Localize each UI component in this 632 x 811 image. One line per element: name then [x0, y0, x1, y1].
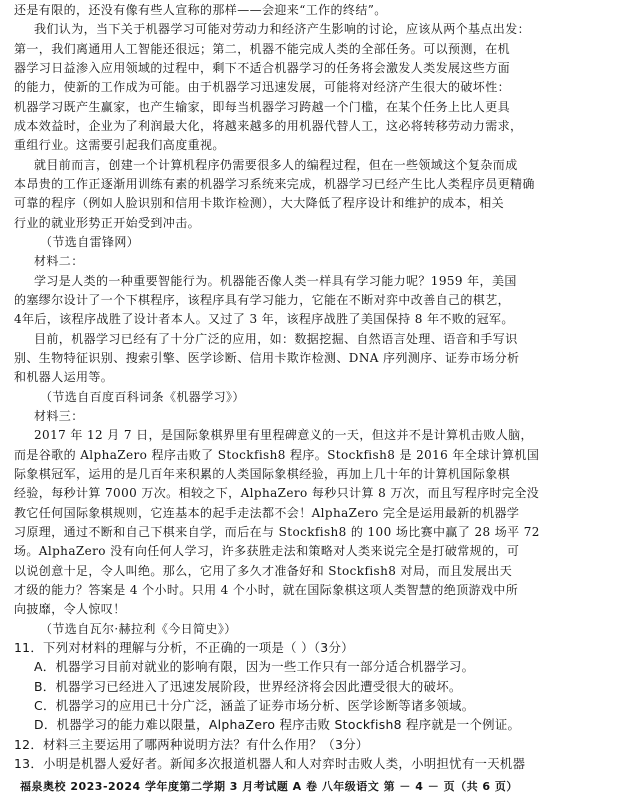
text-line: 第一，我们离通用人工智能还很远；第二，机器不能完成人类的全部任务。可以预测，在机	[14, 41, 511, 56]
text-line: 目前，机器学习已经有了十分广泛的应用，如：数据挖掘、自然语言处理、语音和手写识	[34, 331, 518, 346]
page-footer: 福泉奥校 2023-2024 学年度第二学期 3 月考试题 A 卷 八年级语文 第 － 4 － 页（共 6 页）	[20, 780, 518, 793]
question-12: 12．材料三主要运用了哪两种说明方法？有什么作用？（3分）	[14, 736, 369, 752]
text-line: 经验，每秒计算 7000 万次。相较之下，AlphaZero 每秒只计算 8 万次，而且写程序时完全没	[14, 486, 540, 501]
text-line: 成本效益时，企业为了利润最大化，将越来越多的用机器代替人工，这必将转移劳动力需求，	[14, 119, 523, 133]
text-line: 而是谷歌的 AlphaZero 程序击败了 Stockfish8 程序。Stockfish8 是 2016 年全球计算机国	[14, 447, 540, 462]
text-line: 以说创意十足，令人叫绝。那么，它用了多久才准备好和 Stockfish8 对局，而且发展出天	[14, 563, 513, 578]
text-line: 可靠的程序（例如人脸识别和信用卡欺诈检测），大大降低了程序设计和维护的成本，相关	[14, 196, 505, 211]
text-line: 和机器人运用等。	[14, 370, 114, 385]
question-11-option-a: A．机器学习目前对就业的影响有限，因为一些工作只有一部分适合机器学习。	[34, 659, 475, 675]
material-heading: 材料三：	[34, 409, 84, 423]
text-line: 教它任何国际象棋规则，它连基本的起手走法都不会！AlphaZero 完全是运用最新的机器学	[14, 505, 520, 520]
question-11-option-b: B．机器学习已经进入了迅速发展阶段，世界经济将会因此遭受很大的破坏。	[34, 678, 462, 694]
text-line: 我们认为，当下关于机器学习可能对劳动力和经济产生影响的讨论，应该从两个基点出发：	[34, 22, 531, 37]
text-line: 器学习日益渗入应用领域的过程中，剩下不适合机器学习的任务将会激发人类发展这些方面	[14, 61, 511, 75]
text-line: 学习是人类的一种重要智能行为。机器能否像人类一样具有学习能力呢？1959 年，美国	[34, 273, 517, 288]
source-note: （节选自雷锋网）	[40, 235, 140, 249]
text-line: 重组行业。这需要引起我们高度重视。	[14, 138, 225, 153]
text-line: 还是有限的，还没有像有些人宣称的那样——会迎来“工作的终结”。	[14, 3, 387, 17]
text-line: 的塞缪尔设计了一个下棋程序，该程序具有学习能力，它能在不断对弈中改善自己的棋艺，	[14, 293, 511, 307]
text-line: 行业的就业形势正开始受到冲击。	[14, 215, 201, 230]
text-line: 别、生物特征识别、搜索引擎、医学诊断、信用卡欺诈检测、DNA 序列测序、证券市场分析	[14, 351, 520, 365]
text-line: 的能力，使新的工作成为可能。由于机器学习迅速发展，可能将对经济产生很大的破坏性：	[14, 80, 511, 95]
question-11-stem: 11．下列对材料的理解与分析，不正确的一项是（ ）（3分）	[14, 640, 354, 655]
text-line: 际象棋冠军，运用的是几百年来积累的人类国际象棋经验，再加上几十年的计算机国际象棋	[14, 467, 511, 481]
text-line: 场。AlphaZero 没有向任何人学习，许多获胜走法和策略对人类来说完全是打破常规的，可	[14, 544, 520, 559]
text-line: 习原理，通过不断和自己下棋来自学，而后在与 Stockfish8 的 100 场比赛中赢了 28 场平 72	[14, 525, 540, 539]
text-line: 2017 年 12 月 7 日，是国际象棋界里有里程碑意义的一天，但这并不是计算机击败人脑，	[34, 428, 533, 443]
text-line: 就目前而言，创建一个计算机程序仍需要很多人的编程过程，但在一些领域这个复杂而成	[34, 157, 518, 172]
text-line: 机器学习既产生赢家，也产生输家，即每当机器学习跨越一个门槛，在某个任务上比人更具	[14, 99, 511, 114]
question-11-option-d: D．机器学习的能力难以限量，AlphaZero 程序击败 Stockfish8 程序就是一个例证。	[34, 717, 521, 733]
question-11-option-c: C．机器学习的应用已十分广泛，涵盖了证券市场分析、医学诊断等诸多领域。	[34, 698, 475, 713]
source-note: （节选自瓦尔·赫拉利《今日简史》）	[40, 621, 237, 636]
text-line: 向披靡，令人惊叹！	[14, 602, 126, 617]
material-heading: 材料二：	[34, 254, 84, 269]
text-line: 才级的能力？答案是 4 个小时。只用 4 个小时，就在国际象棋这项人类智慧的绝顶游戏中所	[14, 583, 519, 597]
text-line: 本昂贵的工作正逐渐用训练有素的机器学习系统来完成，机器学习已经产生比人类程序员更精确	[14, 177, 535, 191]
question-13: 13．小明是机器人爱好者。新闻多次报道机器人和人对弈时击败人类，小明担忧有一天机器	[14, 756, 526, 771]
text-line: 4年后，该程序战胜了设计者本人。又过了 3 年，该程序战胜了美国保持 8 年不败的冠军。	[14, 312, 514, 327]
source-note: （节选自百度百科词条《机器学习》）	[40, 389, 245, 404]
